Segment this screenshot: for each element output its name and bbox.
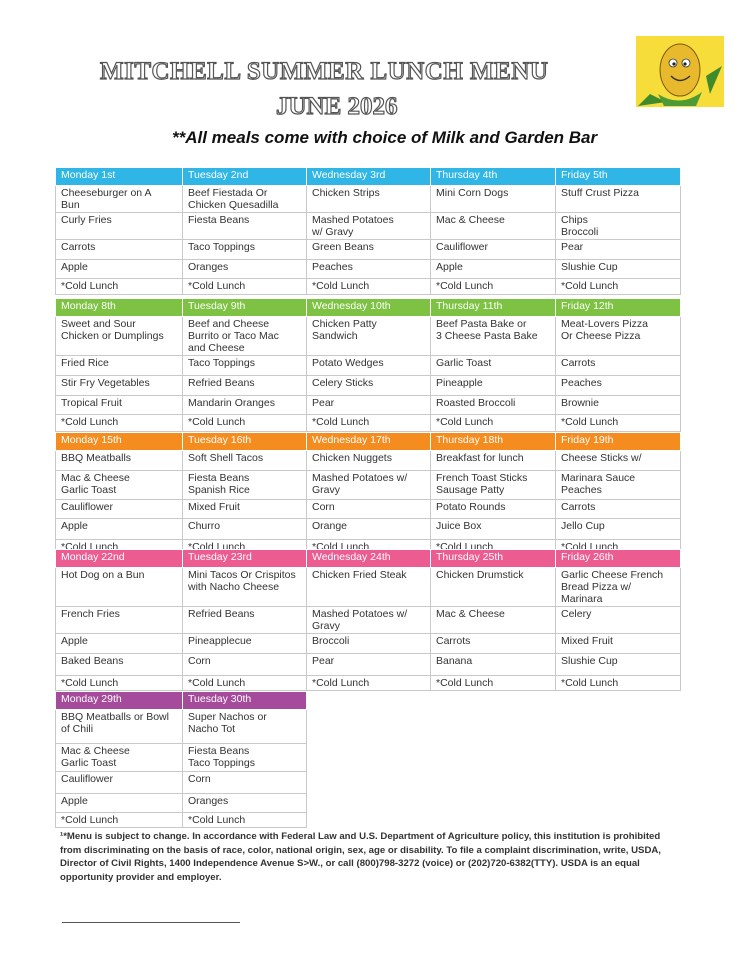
day-header: Wednesday 24th <box>307 550 431 568</box>
menu-item: Tropical Fruit <box>56 396 183 415</box>
menu-item: Oranges <box>183 794 307 813</box>
menu-item: *Cold Lunch <box>56 676 183 691</box>
menu-item: Brownie <box>556 396 681 415</box>
menu-item: Broccoli <box>307 634 431 654</box>
menu-row <box>56 213 681 240</box>
day-header: Thursday 4th <box>431 168 556 186</box>
menu-item: Pineapplecue <box>183 634 307 654</box>
menu-row <box>56 260 681 279</box>
menu-item: Sweet and Sour Chicken or Dumplings <box>56 317 183 356</box>
menu-item: *Cold Lunch <box>56 540 183 555</box>
menu-item: Potato Rounds <box>431 500 556 519</box>
menu-item: Breakfast for lunch <box>431 451 556 471</box>
menu-item: Garlic Toast <box>431 356 556 376</box>
menu-item: Potato Wedges <box>307 356 431 376</box>
menu-item: Mini Tacos Or Crispitos with Nacho Cheese <box>183 568 307 607</box>
menu-item: Beef Fiestada Or Chicken Quesadilla <box>183 186 307 213</box>
week-1-table <box>55 167 681 295</box>
menu-item: Celery <box>556 607 681 634</box>
menu-item: Pear <box>556 240 681 260</box>
menu-item: *Cold Lunch <box>431 279 556 295</box>
menu-row <box>56 396 681 415</box>
menu-item: Taco Toppings <box>183 240 307 260</box>
menu-item: Marinara Sauce Peaches <box>556 471 681 500</box>
menu-item: Stir Fry Vegetables <box>56 376 183 396</box>
week-3-table <box>55 432 681 555</box>
day-header: Tuesday 2nd <box>183 168 307 186</box>
week-header-row <box>56 433 681 451</box>
menu-item: French Toast Sticks Sausage Patty <box>431 471 556 500</box>
day-header: Friday 19th <box>556 433 681 451</box>
menu-item: Pear <box>307 654 431 676</box>
menu-item: Corn <box>307 500 431 519</box>
menu-row <box>56 654 681 676</box>
menu-item: Apple <box>56 794 183 813</box>
menu-item: Carrots <box>56 240 183 260</box>
menu-item: Mac & Cheese <box>431 213 556 240</box>
day-header: Tuesday 16th <box>183 433 307 451</box>
menu-item: *Cold Lunch <box>307 415 431 432</box>
menu-title: MITCHELL SUMMER LUNCH MENU <box>100 58 549 85</box>
menu-item: Hot Dog on a Bun <box>56 568 183 607</box>
menu-row <box>56 471 681 500</box>
menu-item: Roasted Broccoli <box>431 396 556 415</box>
week-header-row <box>56 550 681 568</box>
signature-line <box>62 922 240 923</box>
menu-item: Celery Sticks <box>307 376 431 396</box>
menu-row <box>56 607 681 634</box>
menu-item: Refried Beans <box>183 607 307 634</box>
menu-item: Curly Fries <box>56 213 183 240</box>
menu-item: Peaches <box>307 260 431 279</box>
menu-item: Meat-Lovers Pizza Or Cheese Pizza <box>556 317 681 356</box>
menu-item: French Fries <box>56 607 183 634</box>
menu-row <box>56 772 307 794</box>
day-header: Wednesday 17th <box>307 433 431 451</box>
menu-item: *Cold Lunch <box>431 540 556 555</box>
menu-item: Fiesta Beans Taco Toppings <box>183 744 307 772</box>
day-header: Wednesday 3rd <box>307 168 431 186</box>
menu-item: Refried Beans <box>183 376 307 396</box>
menu-item: Cheeseburger on A Bun <box>56 186 183 213</box>
week-header-row <box>56 168 681 186</box>
menu-item: Apple <box>431 260 556 279</box>
menu-item: Slushie Cup <box>556 260 681 279</box>
menu-item: Carrots <box>556 500 681 519</box>
week-2-table <box>55 298 681 432</box>
menu-item: *Cold Lunch <box>183 540 307 555</box>
day-header: Friday 26th <box>556 550 681 568</box>
menu-item: Mashed Potatoes w/ Gravy <box>307 471 431 500</box>
menu-row <box>56 240 681 260</box>
week-4-table <box>55 549 681 691</box>
menu-item: Mac & Cheese Garlic Toast <box>56 744 183 772</box>
menu-item: Mashed Potatoes w/ Gravy <box>307 213 431 240</box>
menu-item: BBQ Meatballs or Bowl of Chili <box>56 710 183 744</box>
menu-item: Pineapple <box>431 376 556 396</box>
menu-item: Orange <box>307 519 431 540</box>
menu-item: *Cold Lunch <box>431 676 556 691</box>
menu-item: Mandarin Oranges <box>183 396 307 415</box>
menu-row <box>56 500 681 519</box>
menu-item: Fiesta Beans <box>183 213 307 240</box>
menu-item: Oranges <box>183 260 307 279</box>
menu-item: Chicken Drumstick <box>431 568 556 607</box>
day-header: Thursday 25th <box>431 550 556 568</box>
menu-item: Garlic Cheese French Bread Pizza w/ Marinara <box>556 568 681 607</box>
menu-row <box>56 813 307 828</box>
menu-item: Mixed Fruit <box>183 500 307 519</box>
day-header: Monday 22nd <box>56 550 183 568</box>
menu-item: Carrots <box>556 356 681 376</box>
menu-item: *Cold Lunch <box>431 415 556 432</box>
menu-item: Chicken Patty Sandwich <box>307 317 431 356</box>
menu-item: Fried Rice <box>56 356 183 376</box>
menu-row <box>56 451 681 471</box>
menu-item: *Cold Lunch <box>56 813 183 828</box>
menu-item: Slushie Cup <box>556 654 681 676</box>
day-header: Tuesday 23rd <box>183 550 307 568</box>
day-header: Monday 29th <box>56 692 183 710</box>
menu-row <box>56 568 681 607</box>
menu-item: *Cold Lunch <box>556 415 681 432</box>
day-header: Monday 1st <box>56 168 183 186</box>
menu-item: *Cold Lunch <box>183 279 307 295</box>
menu-item: Churro <box>183 519 307 540</box>
menu-row <box>56 356 681 376</box>
menu-item: Mixed Fruit <box>556 634 681 654</box>
menu-subtitle: **All meals come with choice of Milk and Garden Bar <box>172 128 598 147</box>
menu-item: Green Beans <box>307 240 431 260</box>
menu-row <box>56 519 681 540</box>
menu-item: Cheese Sticks w/ <box>556 451 681 471</box>
menu-item: Beef Pasta Bake or 3 Cheese Pasta Bake <box>431 317 556 356</box>
menu-item: *Cold Lunch <box>183 676 307 691</box>
menu-item: Baked Beans <box>56 654 183 676</box>
menu-row <box>56 415 681 432</box>
day-header: Friday 5th <box>556 168 681 186</box>
menu-item: Stuff Crust Pizza <box>556 186 681 213</box>
menu-row <box>56 744 307 772</box>
menu-item: *Cold Lunch <box>56 279 183 295</box>
menu-row <box>56 634 681 654</box>
menu-item: Mac & Cheese <box>431 607 556 634</box>
menu-item: *Cold Lunch <box>183 415 307 432</box>
menu-item: Jello Cup <box>556 519 681 540</box>
menu-row <box>56 186 681 213</box>
menu-row <box>56 676 681 691</box>
menu-item: Peaches <box>556 376 681 396</box>
menu-month: JUNE 2026 <box>276 93 398 120</box>
week-5-table <box>55 691 307 828</box>
corn-mascot-logo <box>636 36 724 107</box>
menu-item: Fiesta Beans Spanish Rice <box>183 471 307 500</box>
menu-item: *Cold Lunch <box>307 540 431 555</box>
menu-row <box>56 376 681 396</box>
menu-item: Cauliflower <box>431 240 556 260</box>
day-header: Thursday 18th <box>431 433 556 451</box>
usda-nondiscrimination-notice: ¹*Menu is subject to change. In accordance with Federal Law and U.S. Department of Agriculture policy, this institution is prohibited from discriminating on the basis of race, color, national origin, sex, age or disability. To file a complaint discrimination, write, USDA, Director of Civil Rights, 1400 Independence Avenue S>W., or call (800)798-3272 (voice) or (202)720-6382(TTY). USDA is an equal opportunity provider and employer. <box>60 831 661 883</box>
menu-item: *Cold Lunch <box>307 279 431 295</box>
menu-row <box>56 279 681 295</box>
day-header: Wednesday 10th <box>307 299 431 317</box>
day-header: Thursday 11th <box>431 299 556 317</box>
menu-item: Pear <box>307 396 431 415</box>
menu-item: Beef and Cheese Burrito or Taco Mac and Cheese <box>183 317 307 356</box>
menu-row <box>56 794 307 813</box>
menu-item: Super Nachos or Nacho Tot <box>183 710 307 744</box>
menu-item: Mac & Cheese Garlic Toast <box>56 471 183 500</box>
menu-row <box>56 317 681 356</box>
menu-item: BBQ Meatballs <box>56 451 183 471</box>
menu-item: Cauliflower <box>56 500 183 519</box>
menu-item: Carrots <box>431 634 556 654</box>
day-header: Friday 12th <box>556 299 681 317</box>
day-header: Monday 15th <box>56 433 183 451</box>
day-header: Monday 8th <box>56 299 183 317</box>
menu-item: Corn <box>183 772 307 794</box>
menu-item: Chicken Nuggets <box>307 451 431 471</box>
menu-item: Mini Corn Dogs <box>431 186 556 213</box>
menu-item: Apple <box>56 634 183 654</box>
week-header-row <box>56 692 307 710</box>
menu-item: Apple <box>56 260 183 279</box>
day-header: Tuesday 9th <box>183 299 307 317</box>
menu-item: Soft Shell Tacos <box>183 451 307 471</box>
week-header-row <box>56 299 681 317</box>
menu-item: Chips Broccoli <box>556 213 681 240</box>
menu-item: Mashed Potatoes w/ Gravy <box>307 607 431 634</box>
menu-item: *Cold Lunch <box>183 813 307 828</box>
menu-row <box>56 710 307 744</box>
menu-item: Chicken Fried Steak <box>307 568 431 607</box>
menu-item: Taco Toppings <box>183 356 307 376</box>
menu-item: Juice Box <box>431 519 556 540</box>
day-header: Tuesday 30th <box>183 692 307 710</box>
menu-item: *Cold Lunch <box>307 676 431 691</box>
menu-item: *Cold Lunch <box>556 676 681 691</box>
menu-item: Apple <box>56 519 183 540</box>
menu-item: Corn <box>183 654 307 676</box>
menu-item: *Cold Lunch <box>556 540 681 555</box>
menu-item: *Cold Lunch <box>56 415 183 432</box>
menu-item: Cauliflower <box>56 772 183 794</box>
menu-item: *Cold Lunch <box>556 279 681 295</box>
menu-item: Banana <box>431 654 556 676</box>
menu-item: Chicken Strips <box>307 186 431 213</box>
